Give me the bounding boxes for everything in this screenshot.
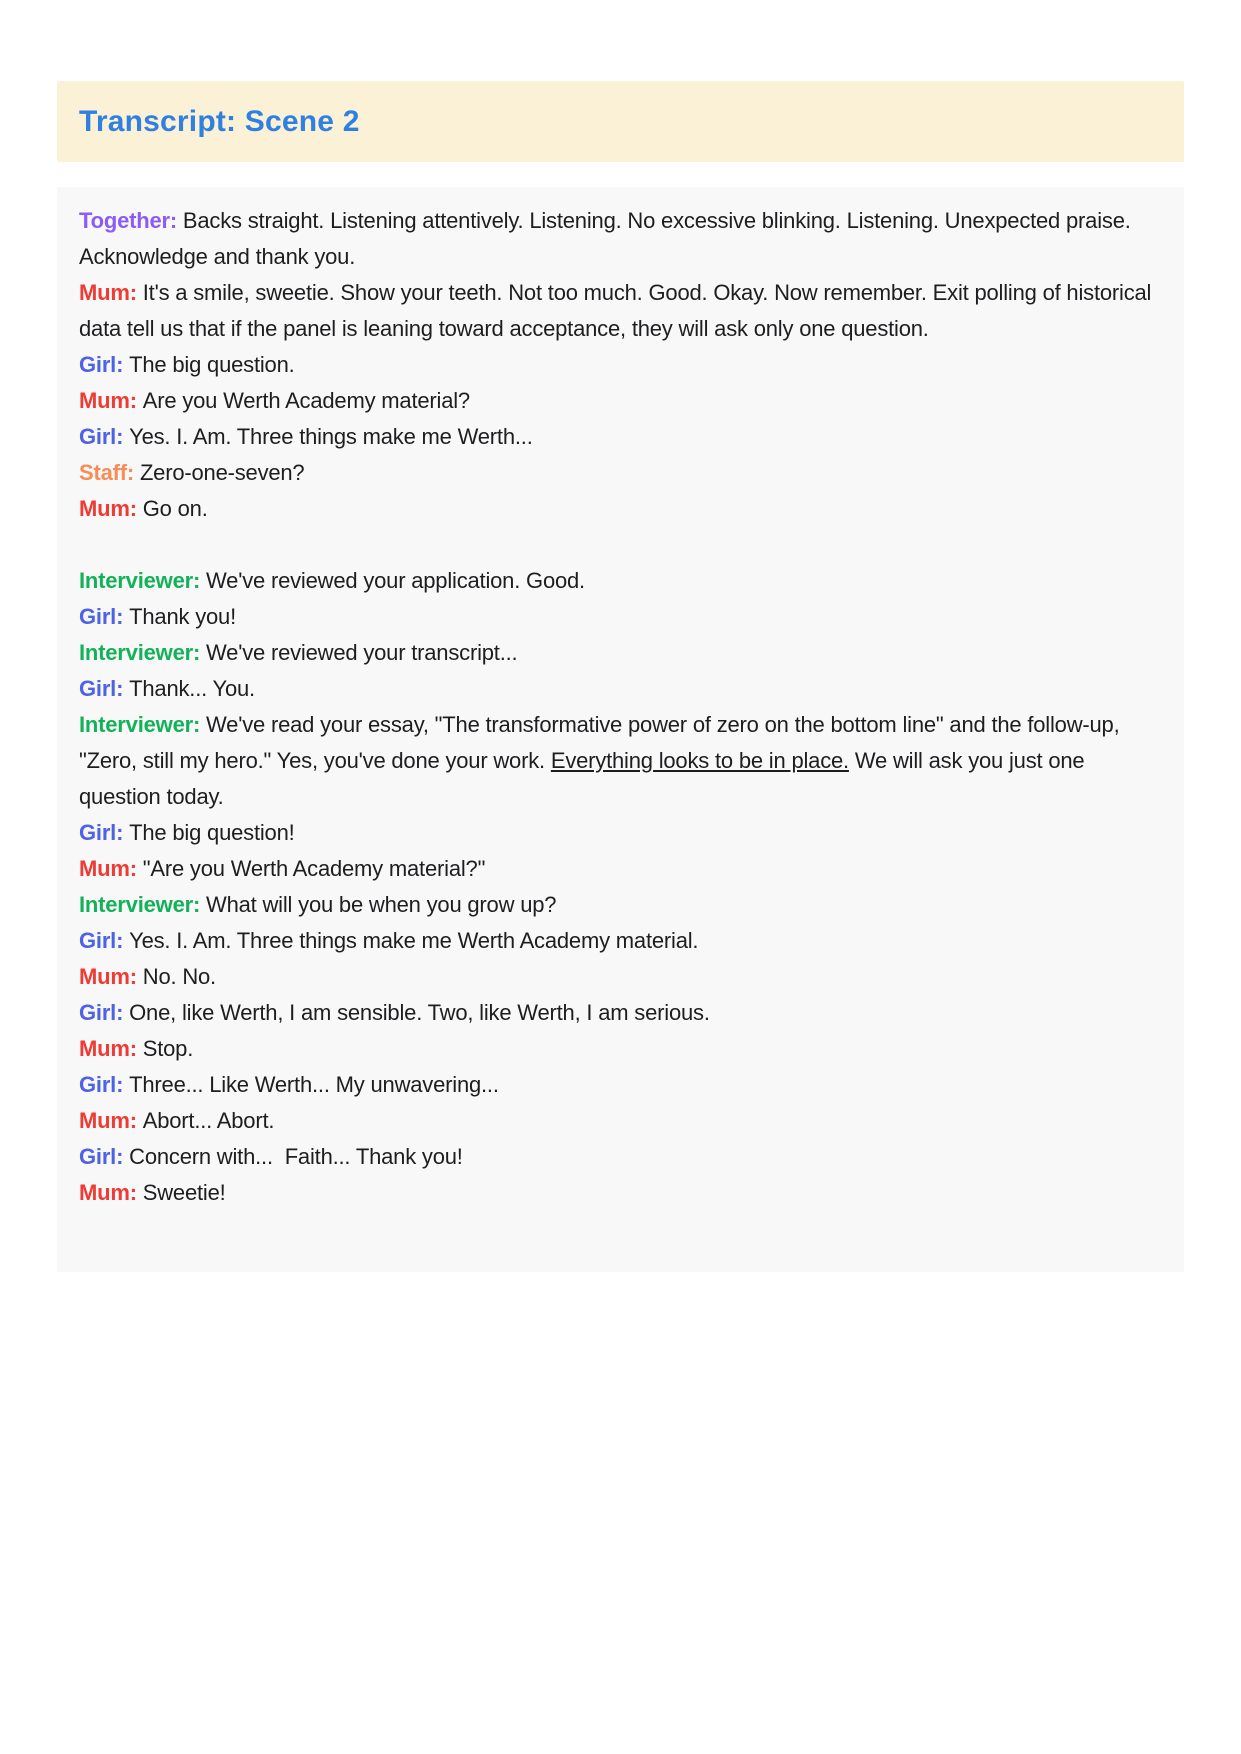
transcript-line [79, 635, 1162, 671]
speaker-label: Girl: [79, 352, 130, 377]
transcript-line [79, 1175, 1162, 1211]
line-text: Yes. I. Am. Three things make me Werth Academy material. [129, 928, 699, 953]
line-text: No. No. [142, 964, 216, 989]
line-text: "Are you Werth Academy material?" [142, 856, 486, 881]
speaker-label: Girl: [79, 604, 130, 629]
line-text: We've reviewed your application. Good. [206, 568, 585, 593]
transcript-line [79, 671, 1162, 707]
transcript-line [79, 1139, 1162, 1175]
transcript-line [79, 887, 1162, 923]
transcript-line [79, 563, 1162, 599]
line-text: Backs straight. Listening attentively. Listening. No excessive blinking. Listening. Unexpected praise. Acknowledge and thank you. [79, 208, 1136, 269]
line-text: Zero-one-seven? [139, 460, 305, 485]
transcript-line [79, 995, 1162, 1031]
transcript-line [79, 923, 1162, 959]
transcript-line [79, 707, 1162, 815]
speaker-label: Interviewer: [79, 640, 207, 665]
underlined-text: Everything looks to be in place. [550, 748, 849, 773]
speaker-label: Girl: [79, 1072, 130, 1097]
speaker-label: Mum: [79, 856, 143, 881]
page-title: Transcript: Scene 2 [79, 104, 360, 138]
speaker-label: Interviewer: [79, 892, 207, 917]
speaker-label: Mum: [79, 1180, 143, 1205]
transcript-line [79, 275, 1162, 347]
transcript-line [79, 851, 1162, 887]
line-text: The big question! [129, 820, 295, 845]
line-text: Are you Werth Academy material? [142, 388, 470, 413]
dialogue-group [79, 563, 1162, 1211]
line-text: Sweetie! [142, 1180, 226, 1205]
speaker-label: Girl: [79, 928, 130, 953]
line-text: Go on. [142, 496, 208, 521]
speaker-label: Girl: [79, 820, 130, 845]
speaker-label: Mum: [79, 280, 143, 305]
line-text: Thank you! [129, 604, 236, 629]
transcript-line [79, 455, 1162, 491]
line-text: Yes. I. Am. Three things make me Werth... [129, 424, 533, 449]
speaker-label: Together: [79, 208, 183, 233]
speaker-label: Interviewer: [79, 568, 207, 593]
transcript-line [79, 1031, 1162, 1067]
dialogue-group [79, 203, 1162, 527]
line-text: We've read your essay, "The transformative power of zero on the bottom line" and the follow-up, "Zero, still my hero." Yes, you've done your work. [79, 712, 1126, 773]
speaker-label: Girl: [79, 1144, 130, 1169]
transcript-line [79, 419, 1162, 455]
line-text: The big question. [129, 352, 295, 377]
transcript-line [79, 491, 1162, 527]
transcript-panel [57, 187, 1184, 1272]
speaker-label: Mum: [79, 496, 143, 521]
transcript-line [79, 1067, 1162, 1103]
speaker-label: Girl: [79, 424, 130, 449]
speaker-label: Mum: [79, 964, 143, 989]
speaker-label: Mum: [79, 1108, 143, 1133]
speaker-label: Mum: [79, 388, 143, 413]
line-text: Stop. [142, 1036, 194, 1061]
speaker-label: Girl: [79, 676, 130, 701]
transcript-line [79, 203, 1162, 275]
speaker-label: Interviewer: [79, 712, 207, 737]
line-text: Three... Like Werth... My unwavering... [129, 1072, 499, 1097]
transcript-header-banner [57, 81, 1184, 162]
speaker-label: Staff: [79, 460, 140, 485]
speaker-label: Mum: [79, 1036, 143, 1061]
transcript-line [79, 599, 1162, 635]
line-text: Abort... Abort. [142, 1108, 275, 1133]
line-text: Concern with... Faith... Thank you! [129, 1144, 463, 1169]
speaker-label: Girl: [79, 1000, 130, 1025]
line-text: Thank... You. [129, 676, 255, 701]
transcript-line [79, 959, 1162, 995]
transcript-line [79, 383, 1162, 419]
line-text: We will ask you just one question today. [79, 748, 1091, 809]
transcript-line [79, 1103, 1162, 1139]
line-text: One, like Werth, I am sensible. Two, like Werth, I am serious. [129, 1000, 710, 1025]
transcript-line [79, 347, 1162, 383]
transcript-line [79, 815, 1162, 851]
line-text: We've reviewed your transcript... [206, 640, 518, 665]
line-text: What will you be when you grow up? [206, 892, 557, 917]
line-text: It's a smile, sweetie. Show your teeth. Not too much. Good. Okay. Now remember. Exit polling of historical data tell us that if the panel is leaning toward acceptance, they will ask only one question. [79, 280, 1158, 341]
